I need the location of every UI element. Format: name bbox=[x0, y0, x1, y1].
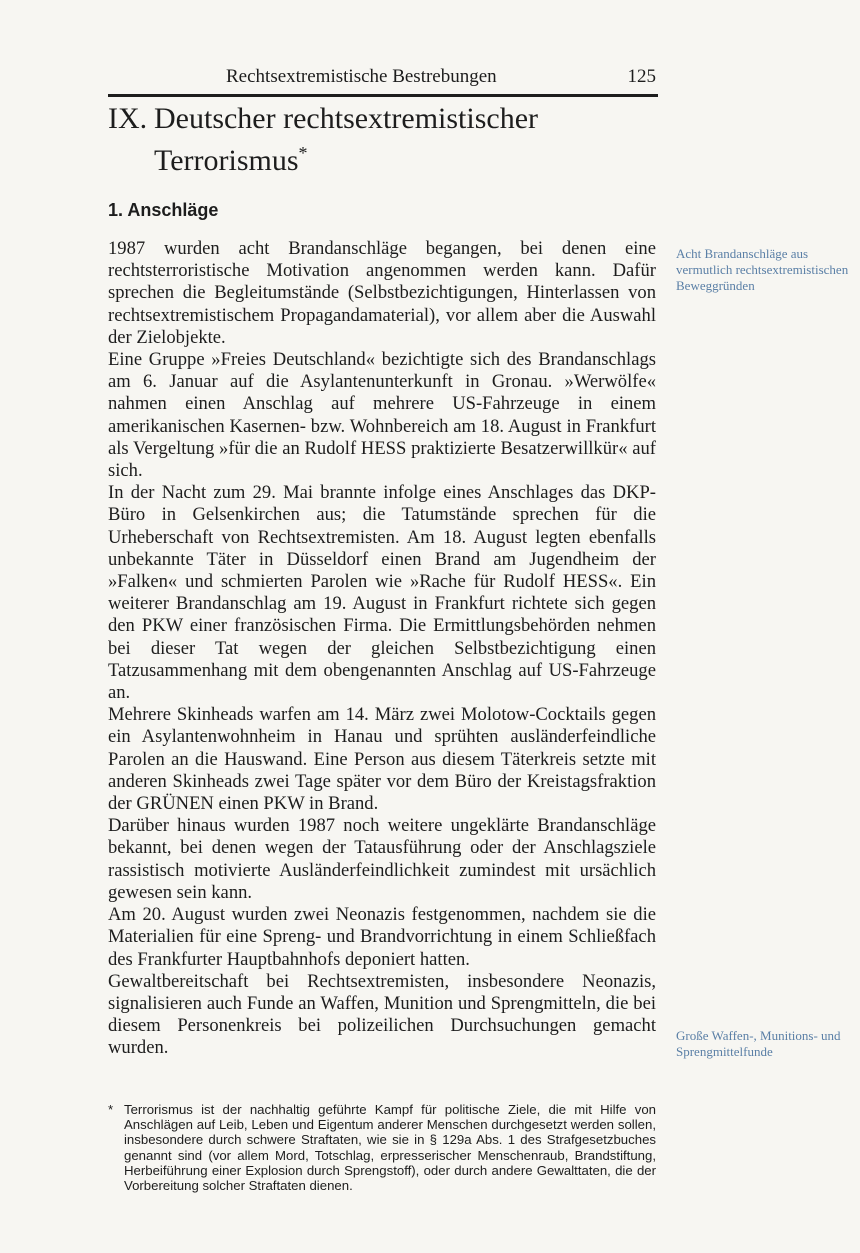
section-heading: 1. Anschläge bbox=[108, 200, 219, 220]
chapter-footnote-marker[interactable]: * bbox=[298, 143, 308, 163]
chapter-number: IX. bbox=[108, 102, 148, 135]
paragraph: 1987 wurden acht Brandanschläge begangen, bei denen eine rechtsterroristische Motivation angenommen werden kann. Dafür sprechen die Begleitumstände (Selbstbezichtigungen, Hinterlassen von rechtsextremistischem Propagandamaterial), vor allem aber die Auswahl der Zielobjekte. bbox=[108, 238, 656, 348]
paragraph: Gewaltbereitschaft bei Rechtsextremisten, insbesondere Neonazis, signalisieren auch Funde an Waffen, Munition und Sprengmitteln, die bei diesem Personenkreis bei polizeilichen Durchsuchungen gemacht wurden. bbox=[108, 970, 656, 1059]
footnote bbox=[108, 1102, 656, 1193]
body-text bbox=[108, 238, 656, 1060]
paragraph: In der Nacht zum 29. Mai brannte infolge eines Anschlages das DKP-Büro in Gelsenkirchen aus; die Tatumstände sprechen für die Urheberschaft von Rechtsextremisten. Am 18. August legten ebenfalls unbekannte Täter in Düsseldorf einen Brand am Jugendheim der »Falken« und schmierten Parolen wie »Rache für Rudolf HESS«. Ein weiterer Brandanschlag am 19. August in Frankfurt richtete sich gegen den PKW einer französischen Firma. Die Ermittlungsbehörden nehmen bei dieser Tat wegen der gleichen Selbstbezichtigung einen Tatzusammenhang mit dem obengenannten Anschlag auf US-Fahrzeuge an. bbox=[108, 482, 656, 704]
margin-note-weapons: Große Waffen-, Munitions- und Sprengmittelfunde bbox=[676, 1028, 841, 1059]
paragraph: Mehrere Skinheads warfen am 14. März zwei Molotow-Cocktails gegen ein Asylantenwohnheim in Hanau und sprühten ausländerfeindliche Parolen an die Hauswand. Eine Person aus diesem Täterkreis setzte mit anderen Skinheads zwei Tage später vor dem Büro der Kreistagsfraktion der GRÜNEN einen PKW in Brand. bbox=[108, 704, 656, 815]
chapter-heading bbox=[108, 102, 668, 178]
running-title: Rechtsextremistische Bestrebungen bbox=[226, 66, 497, 87]
footnote-text: Terrorismus ist der nachhaltig geführte Kampf für politische Ziele, die mit Hilfe von Anschlägen auf Leib, Leben und Eigentum anderer Menschen durchgesetzt werden sollen, insbesondere durch schwere Straftaten, wie sie in § 129a Abs. 1 des Strafgesetzbuches genannt sind (vor allem Mord, Totschlag, erpresserischer Menschenraub, Brandstiftung, Herbeiführung einer Explosion durch Sprengstoff), oder durch andere Gewalttaten, die der Vorbereitung solcher Straftaten dienen. bbox=[124, 1102, 656, 1194]
chapter-title-line1: Deutscher rechtsextremistischer bbox=[154, 102, 539, 135]
paragraph: Am 20. August wurden zwei Neonazis festgenommen, nachdem sie die Materialien für eine Spreng- und Brandvorrichtung in einem Schließfach des Frankfurter Hauptbahnhofs deponiert hatten. bbox=[108, 904, 656, 970]
margin-note-arson: Acht Brandanschläge aus vermutlich rechtsextremistischen Beweggründen bbox=[676, 246, 849, 293]
chapter-title-line2: Terrorismus bbox=[154, 144, 299, 177]
paragraph: Eine Gruppe »Freies Deutschland« bezichtigte sich des Brandanschlags am 6. Januar auf die Asylantenunterkunft in Gronau. »Werwölfe« nahmen einen Anschlag auf mehrere US-Fahrzeuge in einem amerikanischen Kasernen- bzw. Wohnbereich am 18. August in Frankfurt als Vergeltung »für die an Rudolf HESS praktizierte Besatzerwillkür« auf sich. bbox=[108, 349, 656, 482]
page-number: 125 bbox=[627, 66, 656, 87]
footnote-marker: * bbox=[108, 1102, 114, 1117]
running-header bbox=[108, 64, 658, 97]
paragraph: Darüber hinaus wurden 1987 noch weitere ungeklärte Brandanschläge bekannt, bei denen wegen der Tatausführung oder der Anschlagsziele rassistisch motivierte Ausländerfeindlichkeit zumindest mit ursächlich gewesen sein kann. bbox=[108, 815, 656, 903]
